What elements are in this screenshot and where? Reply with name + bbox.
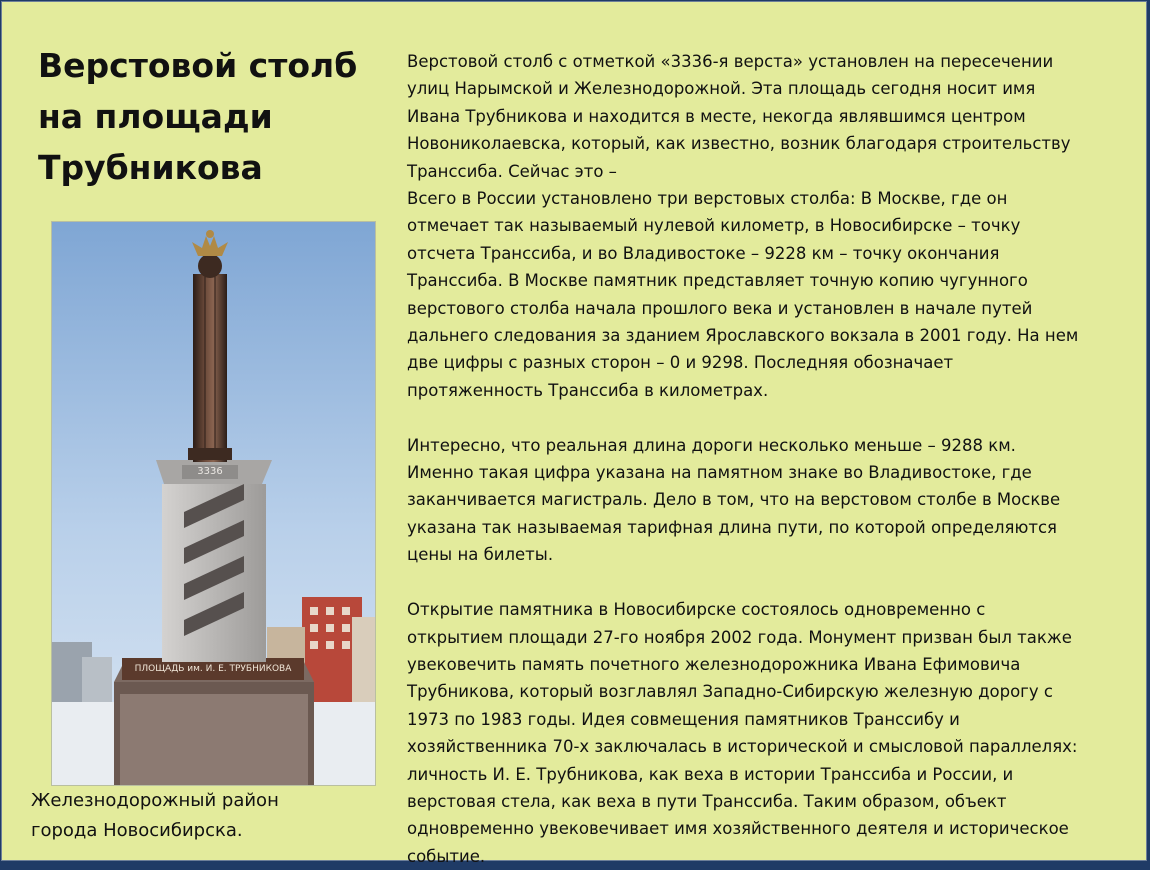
slide-title: Верстовой столб на площади Трубникова bbox=[38, 46, 358, 187]
milestone-number-plate: 3336 bbox=[197, 466, 223, 477]
paragraph: Открытие памятника в Новосибирске состоялось одновременно с открытием площади 27-го ноября 2002 года. Монумент призван был также увековечить память почетного железнодорожника Ивана Ефимовича Трубникова, который возглавлял Западно-Сибирскую железную дорогу с 1973 по 1983 годы. Идея совмещения памятников Транссибу и хозяйственника 70-х заключалась в исторической и смысловой параллелях: личность И. Е. Трубникова, как веха в истории Транссиба и России, и верстовая стела, как веха в пути Транссиба. Таким образом, объект одновременно увековечивает имя хозяйственного деятеля и историческое событие. bbox=[407, 600, 1078, 866]
body-text bbox=[407, 48, 1135, 870]
square-name-plaque: ПЛОЩАДЬ им. И. Е. ТРУБНИКОВА bbox=[134, 664, 292, 674]
photo-caption: Железнодорожный район города Новосибирска. bbox=[31, 790, 279, 841]
paragraph: Интересно, что реальная длина дороги несколько меньше – 9288 км. Именно такая цифра указана на памятном знаке во Владивостоке, где заканчивается магистраль. Дело в том, что на верстовом столбе в Москве указана так называемая тарифная длина пути, по которой определяются цены на билеты. bbox=[407, 435, 1061, 565]
slide bbox=[1, 1, 1147, 866]
milestone-photo bbox=[51, 221, 376, 786]
paragraph: Верстовой столб с отметкой «3336-я верста» установлен на пересечении улиц Нарымской и Железнодорожной. Эта площадь сегодня носит имя Ивана Трубникова и находится в месте, некогда являвшимся центром Новониколаевска, который, как известно, возник благодаря строительству Транссиба. Сейчас это – Всего в России установлено три верстовых столба: В Москве, где он отмечает так называемый нулевой километр, в Новосибирске – точку отсчета Транссиба, и во Владивостоке – 9228 км – точку окончания Транссиба. В Москве памятник представляет точную копию чугунного верстового столба начала прошлого века и установлен в начале путей дальнего следования за зданием Ярославского вокзала в 2001 году. На нем две цифры с разных сторон – 0 и 9298. Последняя обозначает протяженность Транссиба в километрах. bbox=[407, 52, 1079, 400]
